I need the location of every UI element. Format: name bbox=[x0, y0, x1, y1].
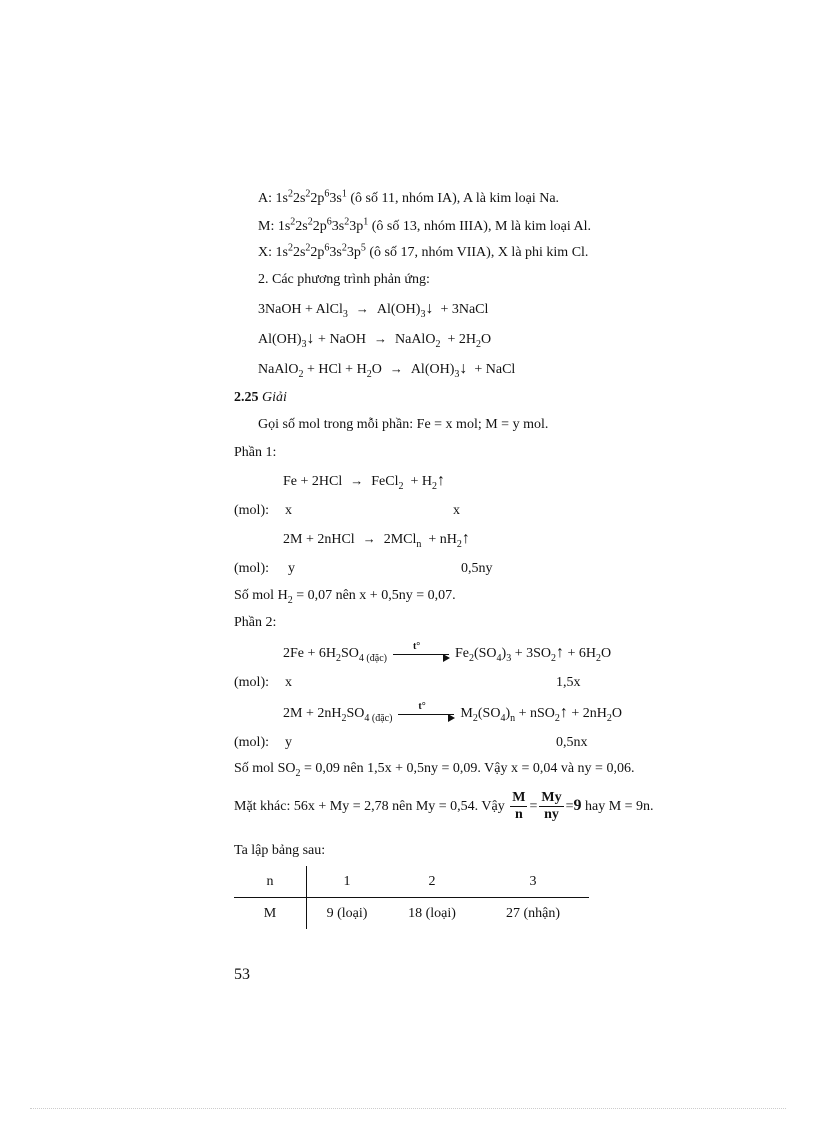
part1-equation-1: Fe + 2HCl → FeCl$_2$ + $H_2↑$ bbox=[283, 472, 445, 492]
part1-mol-value: 0,5ny bbox=[461, 561, 493, 576]
section-heading: 2.25 Giải bbox=[234, 390, 287, 405]
arrow-right-icon: → bbox=[350, 473, 364, 488]
gas-up-icon: ↑ bbox=[461, 530, 470, 547]
part1-mol-label-2: (mol): bbox=[234, 561, 269, 576]
table-cell: 9 (loại) bbox=[326, 905, 368, 921]
part1-equation-2: 2M + 2nHCl → $2MCl_n + nH_2↑$ bbox=[283, 530, 470, 550]
precipitate-down-icon: ↓ bbox=[459, 360, 468, 377]
gas-up-icon: ↑ bbox=[436, 472, 445, 489]
page-number: 53 bbox=[234, 966, 250, 983]
table-cell: 27 (nhận) bbox=[505, 905, 561, 921]
table-header-cell: 2 bbox=[387, 866, 477, 898]
part2-mol-value: 1,5x bbox=[556, 675, 581, 690]
part2-equation-2: $2M + 2nH_2SO_{4 (đặc)}$ t° $M_2(SO_4)_n$ + nSO$_2$↑ + $2nH_2O$ bbox=[283, 701, 623, 724]
arrow-right-icon: → bbox=[389, 361, 403, 376]
footer-divider bbox=[30, 1108, 786, 1109]
reaction-2: $Al(OH)_3↓$ + NaOH → NaAlO$_2$ + $2H_2O$ bbox=[258, 330, 492, 350]
part2-mol-value: y bbox=[285, 735, 292, 750]
table-header-cell: n bbox=[234, 866, 307, 898]
table-header-cell: 1 bbox=[307, 866, 388, 898]
precipitate-down-icon: ↓ bbox=[425, 300, 434, 317]
part1-label: Phần 1: bbox=[234, 445, 277, 460]
intro-text: Gọi số mol trong mỗi phần: Fe = x mol; M = y mol. bbox=[258, 417, 549, 432]
reaction-3: NaAlO$_2$ + HCl + $H_2O$ → $Al(OH)_3↓$ + NaCl bbox=[258, 360, 516, 380]
fraction-my-over-ny: $\frac{My}{ny}$ bbox=[541, 790, 562, 823]
other-equation: Mặt khác: 56x + My = 2,78 nên My = 0,54. Vậy $\frac{M}{n}$ = $\frac{My}{ny}$ =9 hay M = 9n. bbox=[234, 790, 654, 823]
table-header-cell: 3 bbox=[477, 866, 589, 898]
part2-result: Số mol $SO_2 = 0,09$ nên 1,5x + 0,5ny = 0,09. Vậy x = 0,04 và ny = 0,06. bbox=[234, 761, 635, 779]
part1-mol-value: x bbox=[285, 503, 292, 518]
heat-arrow-icon: t° bbox=[398, 712, 454, 715]
part1-mol-label-1: (mol): bbox=[234, 503, 269, 518]
part2-mol-label-2: (mol): bbox=[234, 735, 269, 750]
fraction-m-over-n: $\frac{M}{n}$ bbox=[512, 790, 526, 823]
part2-mol-label-1: (mol): bbox=[234, 675, 269, 690]
precipitate-down-icon: ↓ bbox=[306, 330, 315, 347]
gas-up-icon: ↑ bbox=[559, 704, 568, 721]
arrow-right-icon: → bbox=[355, 301, 369, 316]
part2-mol-value: x bbox=[285, 675, 292, 690]
part2-mol-value: 0,5nx bbox=[556, 735, 588, 750]
gas-up-icon: ↑ bbox=[556, 644, 564, 661]
table-cell: 18 (loại) bbox=[408, 905, 456, 921]
results-table bbox=[234, 866, 589, 929]
reaction-1: 3NaOH + AlCl$_3$ → $Al(OH)_3↓$ + 3NaCl bbox=[258, 300, 489, 320]
arrow-right-icon: → bbox=[362, 531, 376, 546]
part1-mol-value: x bbox=[453, 503, 460, 518]
config-x: X: $1s^22s^22p^63s^23p^5$ (ô số 17, nhóm VIIA), X là phi kim Cl. bbox=[258, 242, 589, 260]
table-row bbox=[234, 898, 589, 930]
heat-arrow-icon: t° bbox=[393, 652, 449, 655]
part2-equation-1: $2Fe + 6H_2SO_{4 (đặc)}$ t° $Fe_2(SO_4)_3$ + $3SO_2↑ + 6H_2O$ bbox=[283, 641, 612, 664]
arrow-right-icon: → bbox=[374, 331, 387, 346]
table-intro: Ta lập bảng sau: bbox=[234, 843, 326, 858]
table-cell: M bbox=[234, 898, 307, 930]
part2-label: Phần 2: bbox=[234, 615, 277, 630]
reactions-heading: 2. Các phương trình phản ứng: bbox=[258, 272, 430, 287]
part1-result: Số mol $H_2 = 0,07$ nên x + 0,5ny = 0,07. bbox=[234, 588, 456, 606]
config-a: A: $1s^22s^22p^63s^1$ (ô số 11, nhóm IA), A là kim loại Na. bbox=[258, 188, 560, 206]
part1-mol-value: y bbox=[288, 561, 295, 576]
table-row bbox=[234, 866, 589, 898]
config-m: M: $1s^22s^22p^63s^23p^1$ (ô số 13, nhóm IIIA), M là kim loại Al. bbox=[258, 216, 592, 234]
